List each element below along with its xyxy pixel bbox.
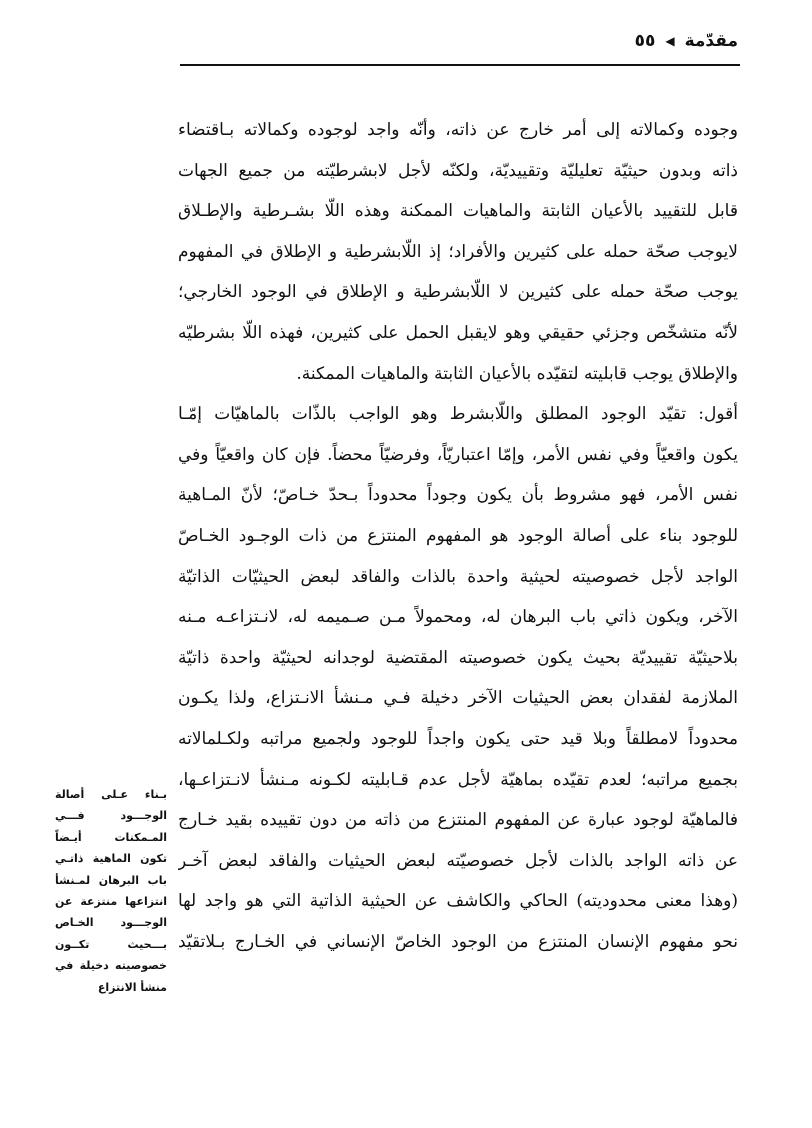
header-rule: [180, 64, 740, 66]
text-line: الواجد لأجل خصوصيته لحيثية واحدة بالذات والفاقد لبعض الحيثيّات الذاتيّة: [178, 566, 738, 587]
margin-note-line: باب البرهان لمـنشأ: [55, 873, 167, 887]
text-line: يكون واقعيّاً وفي نفس الأمر، وإمّا اعتباريّاً، وفرضيّاً محضاً. فإن كان واقعيّاً وفي: [178, 444, 738, 465]
page-header: [178, 26, 738, 56]
text-line: وجوده وكمالاته إلى أمر خارج عن ذاته، وأنّه واجد لوجوده وكمالاته بـاقتضاء: [178, 120, 738, 140]
margin-note-line: بـناء عـلى أصالة: [55, 788, 167, 801]
margin-note-line: خصوصيته دخيلة في: [55, 959, 167, 973]
text-line: فالماهيّة لوجود عبارة عن المفهوم المنتزع من ذاته من دون تقييده بقيد خـارج: [178, 810, 738, 831]
margin-note-line: الوجـــود فـــي: [55, 809, 167, 823]
text-line: بجميع مراتبه؛ لعدم تقيّده بماهيّة لأجل عدم قـابليته لكـونه مـنشأ لانـتزاعـها،: [178, 769, 738, 790]
margin-note-line: المـمكنات أيـضاً: [55, 830, 167, 844]
margin-note-line: الوجـــود الخـاص: [55, 916, 167, 930]
text-line: الملازمة لفقدان بعض الحيثيات الآخر دخيلة فـي مـنشأ الانـتزاع، ولذا يكـون: [178, 688, 738, 709]
text-line: بلاحيثيّة تقييديّة بحيث يكون خصوصيته المقتضية لوجدانه لحيثيّة واحدة ذاتيّة: [178, 647, 738, 668]
main-text: [178, 110, 738, 962]
section-title: مقدّمة: [684, 31, 738, 51]
text-line: لايوجب صحّة حمله على كثيرين والأفراد؛ إذ اللّابشرطية و الإطلاق في المفهوم: [178, 241, 738, 262]
margin-note-line: بـــحيث تكــون: [55, 937, 167, 951]
page-number: ٥٥: [634, 31, 656, 51]
text-line: نحو مفهوم الإنسان المنتزع من الوجود الخاصّ الإنساني في الخـارج بـلاتقيّد: [178, 931, 738, 952]
margin-note-line: منشأ الانتزاع: [97, 980, 167, 994]
text-line: والإطلاق يوجب قابليته لتقيّده بالأعيان الثابتة والماهيات الممكنة.: [296, 363, 738, 384]
left-triangle-icon: ◀: [665, 34, 675, 48]
text-line: الآخر، ويكون ذاتي باب البرهان له، ومحمولاً مـن صـميمه له، لانـتزاعـه مـنه: [178, 607, 738, 628]
text-line: عن ذاته الواجد بالذات لأجل خصوصيّته لبعض الحيثيات والفاقد لبعض آخـر: [178, 850, 738, 871]
margin-note-line: انتزاعها منتزعة عن: [55, 894, 167, 908]
text-line: قابل للتقييد بالأعيان الثابتة والماهيات الممكنة وهذه اللّا بشـرطية والإطـلاق: [178, 201, 738, 222]
margin-note-line: تكون الماهية ذاتـي: [55, 852, 167, 866]
text-line: (وهذا معنى محدوديته) الحاكي والكاشف عن الحيثية الذاتية التي هو واجد لها: [178, 891, 738, 912]
text-line: لأنّه متشخّص وجزئي حقيقي وهو لايقبل الحمل على كثيرين، فهذه اللّا بشرطيّه: [178, 322, 738, 343]
text-line: ذاته وبدون حيثيّة تعليليّة وتقييديّة، ولكنّه لأجل لابشرطيّته من جميع الجهات: [178, 160, 738, 181]
text-line: للوجود بناء على أصالة الوجود هو المفهوم المنتزع من ذات الوجـود الخـاصّ: [178, 525, 738, 546]
text-line: محدوداً لامطلقاً وبلا قيد حتى يكون واجداً للوجود ولجميع مراتبه ولكـلمالاته: [178, 728, 738, 749]
text-line: أقول: تقيّد الوجود المطلق واللّابشرط وهو الواجب بالذّات بالماهيّات إمّـا: [178, 404, 738, 425]
text-line: نفس الأمر، فهو مشروط بأن يكون وجوداً محدوداً بـحدّ خـاصّ؛ لأنّ المـاهية: [178, 485, 738, 506]
text-line: يوجب صحّة حمله على كثيرين لا اللّابشرطية و الإطلاق في الوجود الخارجي؛: [178, 282, 738, 303]
margin-note: [55, 784, 167, 998]
